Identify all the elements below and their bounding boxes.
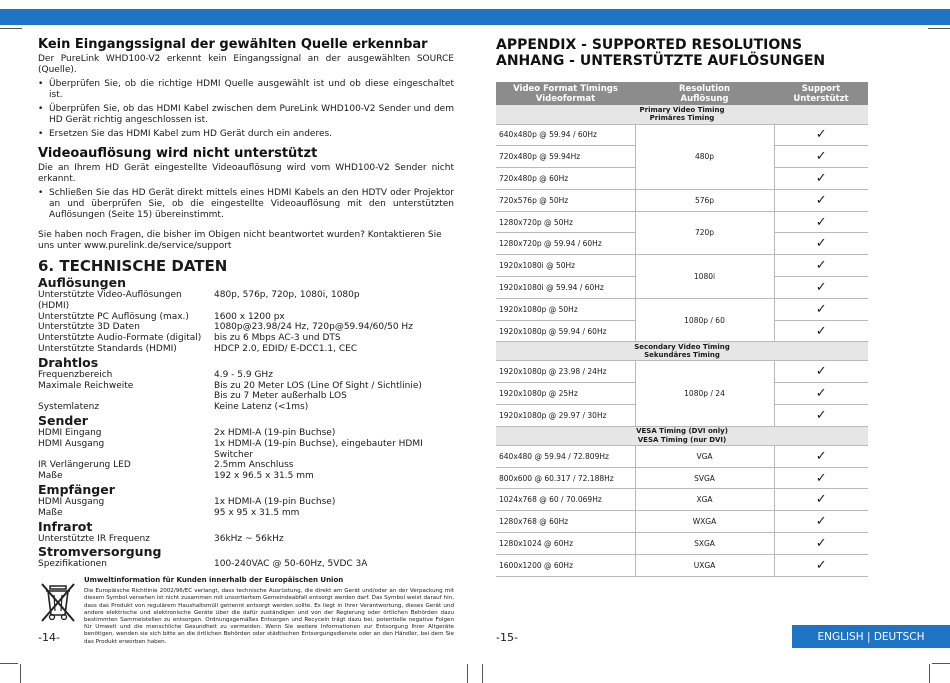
right-page [496, 37, 912, 577]
support-check-icon: ✓ [774, 445, 868, 467]
top-accent-bar [0, 9, 950, 25]
crop-mark [0, 28, 22, 29]
support-check-icon: ✓ [774, 361, 868, 383]
video-mode-cell: 1280x768 @ 60Hz [496, 511, 635, 533]
resolution-cell: VGA [635, 445, 774, 467]
spec-row [38, 344, 454, 355]
spec-row [38, 460, 454, 471]
spec-label: Maße [38, 507, 63, 518]
crop-mark [20, 664, 21, 683]
table-row [496, 255, 868, 277]
resolution-cell: 480p [635, 124, 774, 189]
table-row [496, 189, 868, 211]
support-check-icon: ✓ [774, 146, 868, 168]
video-mode-cell: 720x480p @ 59.94Hz [496, 146, 635, 168]
spec-value: Bis zu 7 Meter außerhalb LOS [214, 391, 347, 402]
bullet-list [38, 79, 454, 140]
resolution-cell: 1080p / 24 [635, 361, 774, 426]
spec-row [38, 290, 454, 312]
video-mode-cell: 1920x1080i @ 50Hz [496, 255, 635, 277]
header-resolution: Resolution Auflösung [635, 82, 774, 105]
crop-mark [929, 664, 930, 683]
support-check-icon: ✓ [774, 168, 868, 190]
spec-row [38, 471, 454, 482]
video-mode-cell: 1920x1080p @ 25Hz [496, 383, 635, 405]
table-row [496, 211, 868, 233]
video-mode-cell: 1920x1080i @ 59.94 / 60Hz [496, 277, 635, 299]
spec-heading: Sender [38, 412, 88, 428]
paragraph: Die an Ihrem HD Gerät eingestellte Videoauflösung wird vom WHD100-V2 Sender nicht erkannt. [38, 163, 454, 184]
spec-value: bis zu 6 Mbps AC-3 und DTS [214, 333, 341, 344]
spec-label [38, 391, 214, 402]
video-mode-cell: 720x480p @ 60Hz [496, 168, 635, 190]
support-check-icon: ✓ [774, 405, 868, 427]
spec-value: HDCP 2.0, EDID/ E-DCC1.1, CEC [214, 343, 358, 354]
spec-value: Bis zu 20 Meter LOS (Line Of Sight / Sichtlinie) [214, 380, 422, 391]
spec-label: Systemlatenz [38, 402, 100, 413]
crop-mark [932, 663, 950, 664]
table-row [496, 489, 868, 511]
support-check-icon: ✓ [774, 554, 868, 576]
header-support: Support Unterstützt [774, 82, 868, 105]
table-header-row [496, 82, 868, 105]
support-check-icon: ✓ [774, 255, 868, 277]
spec-label: Maximale Reichweite [38, 380, 134, 391]
video-mode-cell: 1920x1080p @ 59.94 / 60Hz [496, 320, 635, 342]
spec-value: 4.9 - 5.9 GHz [214, 369, 273, 380]
spec-row [38, 322, 454, 333]
bullet-item: • Ersetzen Sie das HDMI Kabel zum HD Gerät durch ein anderes. [38, 129, 454, 140]
table-row [496, 554, 868, 576]
spec-label: Unterstützte Audio-Formate (digital) [38, 333, 202, 344]
table-row [496, 298, 868, 320]
spec-value: 2.5mm Anschluss [214, 460, 294, 471]
support-check-icon: ✓ [774, 533, 868, 555]
spec-value: Keine Latenz (<1ms) [214, 402, 309, 413]
spec-heading: Auflösungen [38, 275, 126, 290]
page-number-right: -15- [496, 631, 518, 644]
resolution-cell: UXGA [635, 554, 774, 576]
spec-row [38, 402, 454, 413]
support-check-icon: ✓ [774, 467, 868, 489]
table-body [496, 105, 868, 576]
spec-label: Spezifikationen [38, 559, 107, 570]
spec-label: Frequenzbereich [38, 369, 113, 380]
video-mode-cell: 640x480p @ 59.94 / 60Hz [496, 124, 635, 146]
video-mode-cell: 1920x1080p @ 23.98 / 24Hz [496, 361, 635, 383]
crop-mark [0, 663, 18, 664]
spec-row [38, 381, 454, 392]
spec-row [38, 312, 454, 323]
spec-row [38, 391, 454, 402]
resolution-cell: SXGA [635, 533, 774, 555]
spec-row [38, 370, 454, 381]
video-mode-cell: 1600x1200 @ 60Hz [496, 554, 635, 576]
table-row [496, 467, 868, 489]
video-mode-cell: 1024x768 @ 60 / 70.069Hz [496, 489, 635, 511]
weee-bin-icon [38, 580, 78, 624]
spec-row [38, 508, 454, 519]
video-mode-cell: 1920x1080p @ 50Hz [496, 298, 635, 320]
spec-row [38, 439, 454, 461]
section-title-en: VESA Timing (DVI only) [636, 427, 728, 436]
support-check-icon: ✓ [774, 233, 868, 255]
support-check-icon: ✓ [774, 383, 868, 405]
page-number-left: -14- [38, 631, 60, 644]
video-mode-cell: 1280x720p @ 59.94 / 60Hz [496, 233, 635, 255]
spec-label: Unterstützte 3D Daten [38, 322, 140, 333]
video-mode-cell: 1280x720p @ 50Hz [496, 211, 635, 233]
crop-mark [482, 664, 483, 683]
spec-row [38, 559, 454, 570]
spec-value: 95 x 95 x 31.5 mm [214, 507, 300, 518]
bullet-item: • Überprüfen Sie, ob das HDMI Kabel zwischen dem PureLink WHD100-V2 Sender und dem HD Gerät richtig angeschlossen ist. [38, 104, 454, 126]
support-check-icon: ✓ [774, 489, 868, 511]
resolution-cell: 720p [635, 211, 774, 255]
spec-label: HDMI Ausgang [38, 438, 105, 449]
environment-info [38, 576, 454, 646]
spec-heading: Stromversorgung [38, 544, 162, 560]
environment-text: Die Europäische Richtlinie 2002/96/EC verlangt, dass technische Ausrüstung, die direkt am Gerät und/oder an der Verpackung mit diesem Symbol versehen ist nicht zusammen mit unsortiertem Gemeindeabfall entsorgt werden darf. Das Symbol weist darauf hin, dass das Produkt von regulärem Haushaltsmüll getrennt entsorgt werden sollte. Es liegt in Ihrer Verantwortung, dieses Gerät und andere elektrische und elektronische Geräte über die dafür zuständigen und von der Regierung oder örtlichen Behörden dazu bestimmten Sammelstellen zu entsorgen. Ordnungsgemäßes Entsorgen und Recyceln trägt dazu bei, potentielle negative Folgen für Umwelt und die menschliche Gesundheit zu vermeiden. Wenn Sie weitere Informationen zur Entsorgung Ihrer Altgeräte benötigen, wenden sie sich bitte an die örtlichen Behörden oder städtischen Entsorgungsdienste oder an den Händler, bei dem Sie das Produkt erworben haben. [84, 588, 454, 645]
language-tab: ENGLISH | DEUTSCH [792, 625, 950, 648]
spec-label: Unterstützte Video-Auflösungen (HDMI) [38, 290, 182, 311]
crop-mark [467, 664, 468, 683]
spec-value: 1x HDMI-A (19-pin Buchse), eingebauter HDMI Switcher [214, 438, 423, 460]
resolution-cell: SVGA [635, 467, 774, 489]
video-mode-cell: 640x480 @ 59.94 / 72.809Hz [496, 445, 635, 467]
contact-paragraph: Sie haben noch Fragen, die bisher im Obigen nicht beantwortet wurden? Kontaktieren Sie uns unter www.purelink.de/service/support [38, 230, 442, 251]
paragraph: Der PureLink WHD100-V2 erkennt kein Eingangssignal an der ausgewählten SOURCE (Quelle). [38, 54, 454, 75]
table-section-row [496, 426, 868, 445]
spec-value: 2x HDMI-A (19-pin Buchse) [214, 427, 336, 438]
spec-heading: Infrarot [38, 518, 93, 534]
spec-label: IR Verlängerung LED [38, 460, 131, 471]
section-title [496, 342, 868, 361]
support-check-icon: ✓ [774, 298, 868, 320]
spec-value: 1600 x 1200 px [214, 311, 285, 322]
table-section-row [496, 342, 868, 361]
spec-row [38, 428, 454, 439]
spec-heading: Drahtlos [38, 354, 99, 370]
support-check-icon: ✓ [774, 189, 868, 211]
spec-label: Maße [38, 471, 63, 482]
spec-heading: Empfänger [38, 481, 115, 497]
resolution-cell: 576p [635, 189, 774, 211]
technical-data-title: 6. TECHNISCHE DATEN [38, 257, 228, 275]
resolution-table [496, 82, 868, 577]
video-mode-cell: 800x600 @ 60.317 / 72.188Hz [496, 467, 635, 489]
table-row [496, 445, 868, 467]
table-row [496, 124, 868, 146]
section-title [496, 105, 868, 124]
support-check-icon: ✓ [774, 277, 868, 299]
section-title-resolution: Videoauflösung wird nicht unterstützt [38, 146, 318, 161]
spec-row [38, 497, 454, 508]
table-row [496, 361, 868, 383]
spec-row [38, 534, 454, 545]
section-title-en: Primary Video Timing [639, 105, 725, 114]
bullet-list [38, 188, 454, 221]
spec-label: Unterstützte Standards (HDMI) [38, 343, 177, 354]
spec-label: Unterstützte PC Auflösung (max.) [38, 311, 189, 322]
section-title-de: Primäres Timing [649, 114, 715, 123]
section-title-no-signal: Kein Eingangssignal der gewählten Quelle erkennbar [38, 37, 428, 52]
resolution-cell: WXGA [635, 511, 774, 533]
spec-label: Unterstützte IR Frequenz [38, 533, 150, 544]
spec-label: HDMI Eingang [38, 427, 102, 438]
support-check-icon: ✓ [774, 320, 868, 342]
section-title-en: Secondary Video Timing [634, 342, 730, 351]
resolution-cell: 1080i [635, 255, 774, 299]
video-mode-cell: 1920x1080p @ 29.97 / 30Hz [496, 405, 635, 427]
spec-value: 480p, 576p, 720p, 1080i, 1080p [214, 290, 360, 300]
video-mode-cell: 720x576p @ 50Hz [496, 189, 635, 211]
bullet-item: • Schließen Sie das HD Gerät direkt mittels eines HDMI Kabels an den HDTV oder Projektor an und überprüfen Sie, ob die eingestellte Videoauflösung mit den unterstützten Auflösungen (Seite 15) übereinstimmt. [38, 188, 454, 221]
bullet-item: • Überprüfen Sie, ob die richtige HDMI Quelle ausgewählt ist und ob diese eingeschaltet ist. [38, 79, 454, 101]
left-page [38, 37, 454, 646]
spec-row [38, 333, 454, 344]
support-check-icon: ✓ [774, 124, 868, 146]
table-section-row [496, 105, 868, 124]
header-video-format: Video Format Timings Videoformat [496, 82, 635, 105]
support-check-icon: ✓ [774, 511, 868, 533]
appendix-title-en: APPENDIX - SUPPORTED RESOLUTIONS [496, 37, 803, 53]
section-title-de: Sekundäres Timing [644, 351, 720, 360]
spec-value: 36kHz ~ 56kHz [214, 533, 284, 544]
section-title-de: VESA Timing (nur DVI) [637, 435, 727, 444]
spec-value: 1x HDMI-A (19-pin Buchse) [214, 496, 336, 507]
spec-list [38, 276, 454, 570]
spec-value: 100-240VAC @ 50-60Hz, 5VDC 3A [214, 559, 368, 570]
support-check-icon: ✓ [774, 211, 868, 233]
environment-title: Umweltinformation für Kunden innerhalb der Europäischen Union [84, 576, 344, 585]
appendix-title-de: ANHANG - UNTERSTÜTZTE AUFLÖSUNGEN [496, 53, 826, 69]
table-row [496, 511, 868, 533]
resolution-cell: XGA [635, 489, 774, 511]
table-row [496, 533, 868, 555]
section-title [496, 426, 868, 445]
spec-value: 1080p@23.98/24 Hz, 720p@59.94/60/50 Hz [214, 322, 413, 333]
video-mode-cell: 1280x1024 @ 60Hz [496, 533, 635, 555]
resolution-cell: 1080p / 60 [635, 298, 774, 342]
spec-label: HDMI Ausgang [38, 496, 105, 507]
spec-value: 192 x 96.5 x 31.5 mm [214, 471, 314, 482]
crop-mark [928, 28, 950, 29]
